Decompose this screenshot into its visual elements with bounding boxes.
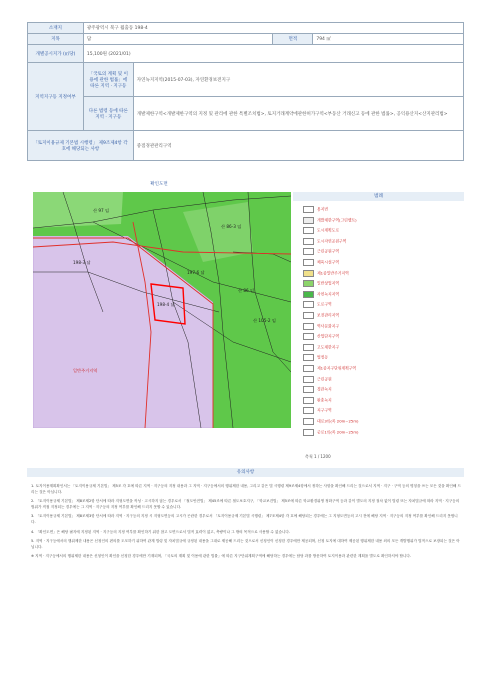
location-label: 소재지 xyxy=(28,23,84,34)
map-drawing xyxy=(33,192,291,428)
notes-section xyxy=(31,484,461,564)
note-paragraph: 1. 토지이용계획확인서는 「토지이용규제 기본법」 제5조 각 호에 따른 지역 · 지구등의 지정 내용과 그 지역 · 지구등에서의 행위제한 내용, 그리고 같은 법 시행령 제9조제4항에서 정하는 사항을 확인해 드리는 것으로서 지역 · 지구 · 구역 등의 명칭을 쓰는 모든 것을 확인해 드리는 것은 아닙니다. xyxy=(31,484,461,494)
legend-swatch xyxy=(303,312,314,319)
legend-swatch xyxy=(303,227,314,234)
notes-title: 유의사항 xyxy=(27,468,464,477)
legend-item xyxy=(303,354,328,360)
note-paragraph: 3. 「토지이용규제 기본법」 제8조제3항 단서에 따라 지역 · 지구등의 지정 시 지형도면등의 고시가 곤란한 경우로서 「토지이용규제 기본법 시행령」 제7조제4항 각 호에 해당되는 경우에는 그 지형도면등의 고시 전에 해당 지역 · 지구등의 지정 여부를 확인해 드리지 못합니다. xyxy=(31,514,458,524)
legend-item xyxy=(303,217,357,223)
zoning-label: 지역지구등 지정여부 xyxy=(28,63,84,131)
legend-item xyxy=(303,386,332,392)
parcel-label: 198-3 답 xyxy=(73,260,91,265)
legend-swatch xyxy=(303,386,314,393)
legend-item xyxy=(303,418,359,424)
legend-label: 법정동 xyxy=(317,354,329,360)
legend-label: 역사문화지구 xyxy=(317,323,340,329)
legend-label: 도시계획도로 xyxy=(317,227,340,233)
legend-item xyxy=(303,301,332,307)
legend-label: 도로구역 xyxy=(317,301,332,307)
legend-item xyxy=(303,238,346,244)
legend-item xyxy=(303,365,356,371)
area-value: 794 ㎡ xyxy=(313,34,464,45)
legend-swatch xyxy=(303,206,314,213)
legend-swatch xyxy=(303,301,314,308)
legend-swatch xyxy=(303,238,314,245)
parcel-label: 산 86-3 임 xyxy=(221,224,242,229)
legend-swatch xyxy=(303,418,314,425)
legend-item xyxy=(303,323,339,329)
zoning-national-value: 자연녹지지역(2015-07-03), 자연환경보전지구 xyxy=(133,63,463,97)
light-green-zone-area xyxy=(33,192,123,228)
legend-item xyxy=(303,227,339,233)
land-type-label: 지목 xyxy=(28,34,84,45)
legend-item xyxy=(303,291,339,297)
legend-label: 산업단지구역 xyxy=(317,333,340,339)
legend-item xyxy=(303,344,339,350)
legend-swatch xyxy=(303,354,314,361)
legend-swatch xyxy=(303,280,314,287)
legend-swatch xyxy=(303,365,314,372)
legend-item xyxy=(303,206,328,212)
parcel-label: 197-6 답 xyxy=(187,270,205,275)
legend-item xyxy=(303,429,359,435)
legend-label: 근린공원구역 xyxy=(317,248,340,254)
legend-label: 제1종일반주거지역 xyxy=(317,270,349,276)
legend-swatch xyxy=(303,291,314,298)
legend-swatch xyxy=(303,376,314,383)
parcel-label: 산 97 임 xyxy=(93,208,110,213)
land-type-value: 답 xyxy=(83,34,273,45)
zone-label: 일반주거지역 xyxy=(73,368,98,373)
legend-label: 체육시설구역 xyxy=(317,259,340,265)
legend-item xyxy=(303,407,332,413)
zoning-national-label: 「국토의 계획 및 이용에 관한 법률」에 따른 지역 · 지구등 xyxy=(83,63,133,97)
legend-label: 중로1류(폭 20m~25m) xyxy=(317,429,359,435)
legend-label: 개발제한구역(그린벨트) xyxy=(317,217,357,223)
legend-item xyxy=(303,333,339,339)
legend-swatch xyxy=(303,333,314,340)
legend-label: 경관녹지 xyxy=(317,386,332,392)
map-title: 확인도면 xyxy=(150,182,168,187)
legend-item xyxy=(303,270,349,276)
legend-label: 제1종지구단위계획구역 xyxy=(317,365,357,371)
parcel-label: 산 86 임 xyxy=(238,288,255,293)
parcel-label: 198-4 답 xyxy=(157,302,175,307)
land-use-plan-document xyxy=(27,22,464,678)
legend-swatch xyxy=(303,259,314,266)
note-paragraph: ※ 지역 · 지구등에서의 행위제한 내용은 신청인이 확인을 신청한 경우에만 기재되며, 「국토의 계획 및 이용에 관한 법률」에 따른 지구단위계획구역에 해당하는 경우에는 담당 과를 방문하여 토지이용과 관련한 계획을 별도로 확인하셔야 합니다. xyxy=(31,554,412,559)
special-value: 중점경관관리구역 xyxy=(133,131,463,161)
zoning-other-value: 개발제한구역<개발제한구역의 지정 및 관리에 관한 특별조치법>, 토지거래계약에관한허가구역<부동산 거래신고 등에 관한 법률>, 공익용산지<산지관리법> xyxy=(133,97,463,131)
legend-item xyxy=(303,312,339,318)
legend-label: 대로3류(폭 20m~25m) xyxy=(317,418,359,424)
legend-swatch xyxy=(303,397,314,404)
special-label: 「토지이용규제 기본법 시행령」 제9조제4항 각 호에 해당되는 사항 xyxy=(28,131,134,161)
legend-label: 지구구역 xyxy=(317,407,332,413)
legend-item xyxy=(303,376,332,382)
price-value: 15,100원 (2021/01) xyxy=(83,45,463,63)
note-paragraph: 2. 「토지이용규제 기본법」 제8조제2항 단서에 따라 지형도면을 작성 · 고시하지 않는 경우로서 「철도안전법」 제45조에 따른 철도보호지구, 「학교보건법」 제5조에 따른 학교환경위생 정화구역 등과 같이 별도의 지정 절차 없이 법령 또는 자치법규에 따라 지역 · 지구등의 범위가 직접 지정되는 경우에는 그 지역 · 지구등의 지정 여부를 확인해 드리지 못할 수 있습니다. xyxy=(31,499,460,509)
location-value: 광주광역시 북구 월출동 198-4 xyxy=(83,23,463,34)
legend-label: 용지번 xyxy=(317,206,329,212)
legend-swatch xyxy=(303,248,314,255)
legend-label: 완충녹지 xyxy=(317,397,332,403)
land-info-table xyxy=(27,22,464,161)
legend-swatch xyxy=(303,270,314,277)
parcel-label: 산 105-2 임 xyxy=(253,318,276,323)
legend-item xyxy=(303,280,339,286)
legend-label: 도시자연공원구역 xyxy=(317,238,347,244)
legend-label: 보전관리지역 xyxy=(317,312,340,318)
confirmation-map xyxy=(33,192,291,428)
note-paragraph: 5. 지역 · 지구등에서의 행위제한 내용은 신청인의 편의를 도모하기 위하여 관계 법령 및 자치법규에 규정된 내용을 그대로 제공해 드리는 것으로서 신청인이 신청한 경우에만 제공되며, 신청 토지에 대하여 제공된 행위제한 내용 외의 모든 개발행위가 법적으로 보장되는 것은 아닙니다. xyxy=(31,539,460,549)
legend-label: 근린공원 xyxy=(317,376,332,382)
legend-title: 범례 xyxy=(293,192,464,201)
area-label: 면적 xyxy=(273,34,313,45)
legend-swatch xyxy=(303,344,314,351)
price-label: 개별공시지가 (㎡당) xyxy=(28,45,84,63)
legend-swatch xyxy=(303,407,314,414)
note-paragraph: 4. 「확인도면」은 해당 필지에 지정된 지역 · 지구등의 지정 여부를 확인하기 위한 참고 도면으로서 법적 효력이 없고, 측량이나 그 밖의 목적으로 사용할 수 없습니다. xyxy=(31,529,291,534)
legend-swatch xyxy=(303,217,314,224)
map-legend xyxy=(293,192,464,464)
legend-label: 자연녹지지역 xyxy=(317,291,340,297)
legend-label: 고도제한지구 xyxy=(317,344,340,350)
legend-label: 일반상업지역 xyxy=(317,280,340,286)
legend-swatch xyxy=(303,323,314,330)
legend-item xyxy=(303,397,332,403)
zoning-other-label: 다른 법령 등에 따른 지역 · 지구등 xyxy=(83,97,133,131)
legend-item xyxy=(303,248,339,254)
map-scale: 축척 1 / 1200 xyxy=(305,454,331,459)
legend-swatch xyxy=(303,429,314,436)
legend-item xyxy=(303,259,339,265)
